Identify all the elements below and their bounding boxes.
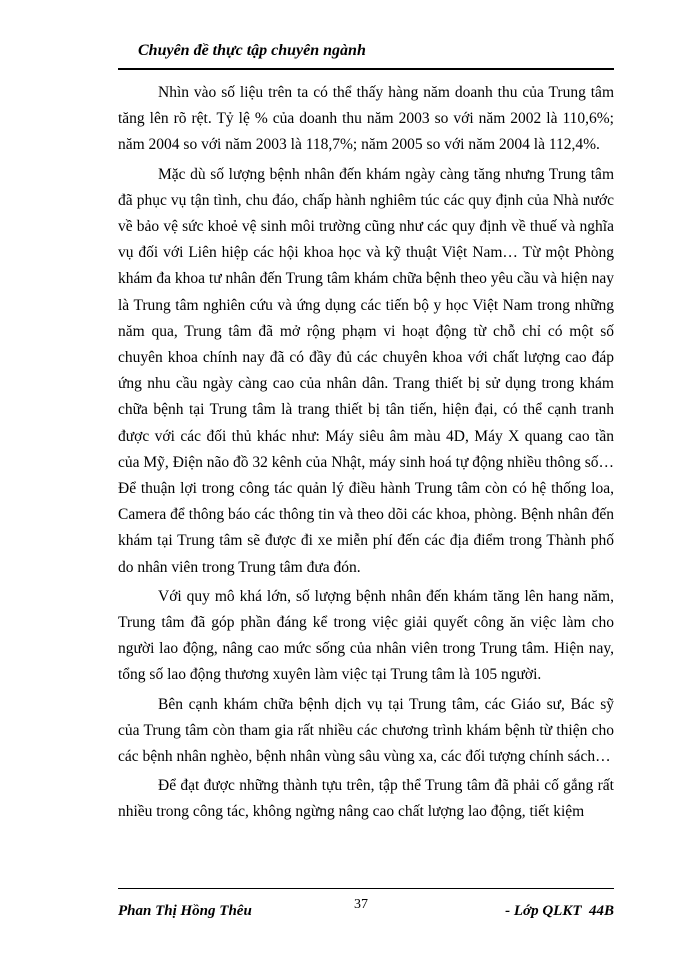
- footer-author: Phan Thị Hồng Thêu: [118, 903, 252, 919]
- footer-class-label: - Lớp QLKT 44B: [505, 903, 614, 919]
- paragraph-charity: Bên cạnh khám chữa bệnh dịch vụ tại Trung tâm, các Giáo sư, Bác sỹ của Trung tâm còn tham gia rất nhiều các chương trình khám bệnh từ thiện cho các bệnh nhân nghèo, bệnh nhân vùng sâu vùng xa, các đối tượng chính sách…: [118, 695, 614, 766]
- page-footer: [118, 888, 614, 929]
- paragraph-achievements: Để đạt được những thành tựu trên, tập thể Trung tâm đã phải cố gắng rất nhiều trong công tác, không ngừng nâng cao chất lượng lao động, tiết kiệm: [118, 777, 614, 821]
- paragraph-revenue-growth: Nhìn vào số liệu trên ta có thể thấy hàng năm doanh thu của Trung tâm tăng lên rõ rệt. Tỷ lệ % của doanh thu năm 2003 so với năm 2002 là 110,6%; năm 2004 so với năm 2003 là 118,7%; năm 2005 so với năm 2004 là 112,4%.: [118, 84, 614, 154]
- paragraph-services-equipment: Mặc dù số lượng bệnh nhân đến khám ngày càng tăng nhưng Trung tâm đã phục vụ tận tình, chu đáo, chấp hành nghiêm túc các quy định của Nhà nước về bảo vệ sức khoẻ vệ sinh môi trường cũng như các quy định về thuế và nghĩa vụ đối với Liên hiệp các hội khoa học và kỹ thuật Việt Nam… Từ một Phòng khám đa khoa tư nhân đến Trung tâm khám chữa bệnh theo yêu cầu và hiện nay là Trung tâm nghiên cứu và ứng dụng các tiến bộ y học Việt Nam trong những năm qua, Trung tâm đã mở rộng phạm vi hoạt động từ chỗ chỉ có một số chuyên khoa chính nay đã có đầy đủ các chuyên khoa với chất lượng cao đáp ứng nhu cầu ngày càng cao của nhân dân. Trang thiết bị sử dụng trong khám chữa bệnh tại Trung tâm là trang thiết bị tân tiến, hiện đại, có thể cạnh tranh được với các đối thủ khác như: Máy siêu âm màu 4D, Máy X quang cao tần của Mỹ, Điện não đồ 32 kênh của Nhật, máy sinh hoá tự động nhiều thông số… Để thuận lợi trong công tác quản lý điều hành Trung tâm còn có hệ thống loa, Camera để thông báo các thông tin và theo dõi các khoa, phòng. Bệnh nhân đến khám tại Trung tâm sẽ được đi xe miễn phí đến các địa điểm trong Thành phố do nhân viên trong Trung tâm đưa đón.: [118, 165, 614, 576]
- page-header: [118, 36, 614, 70]
- document-body: [118, 80, 614, 826]
- paragraph-employment: Với quy mô khá lớn, số lượng bệnh nhân đến khám tăng lên hang năm, Trung tâm đã góp phần đáng kể trong việc giải quyết công ăn việc làm cho người lao động, nâng cao mức sống của nhân viên trong Trung tâm. Hiện nay, tổng số lao động thương xuyên làm việc tại Trung tâm là 105 người.: [118, 587, 614, 684]
- page-number: 37: [354, 897, 368, 912]
- header-title: Chuyên đề thực tập chuyên ngành: [138, 42, 366, 59]
